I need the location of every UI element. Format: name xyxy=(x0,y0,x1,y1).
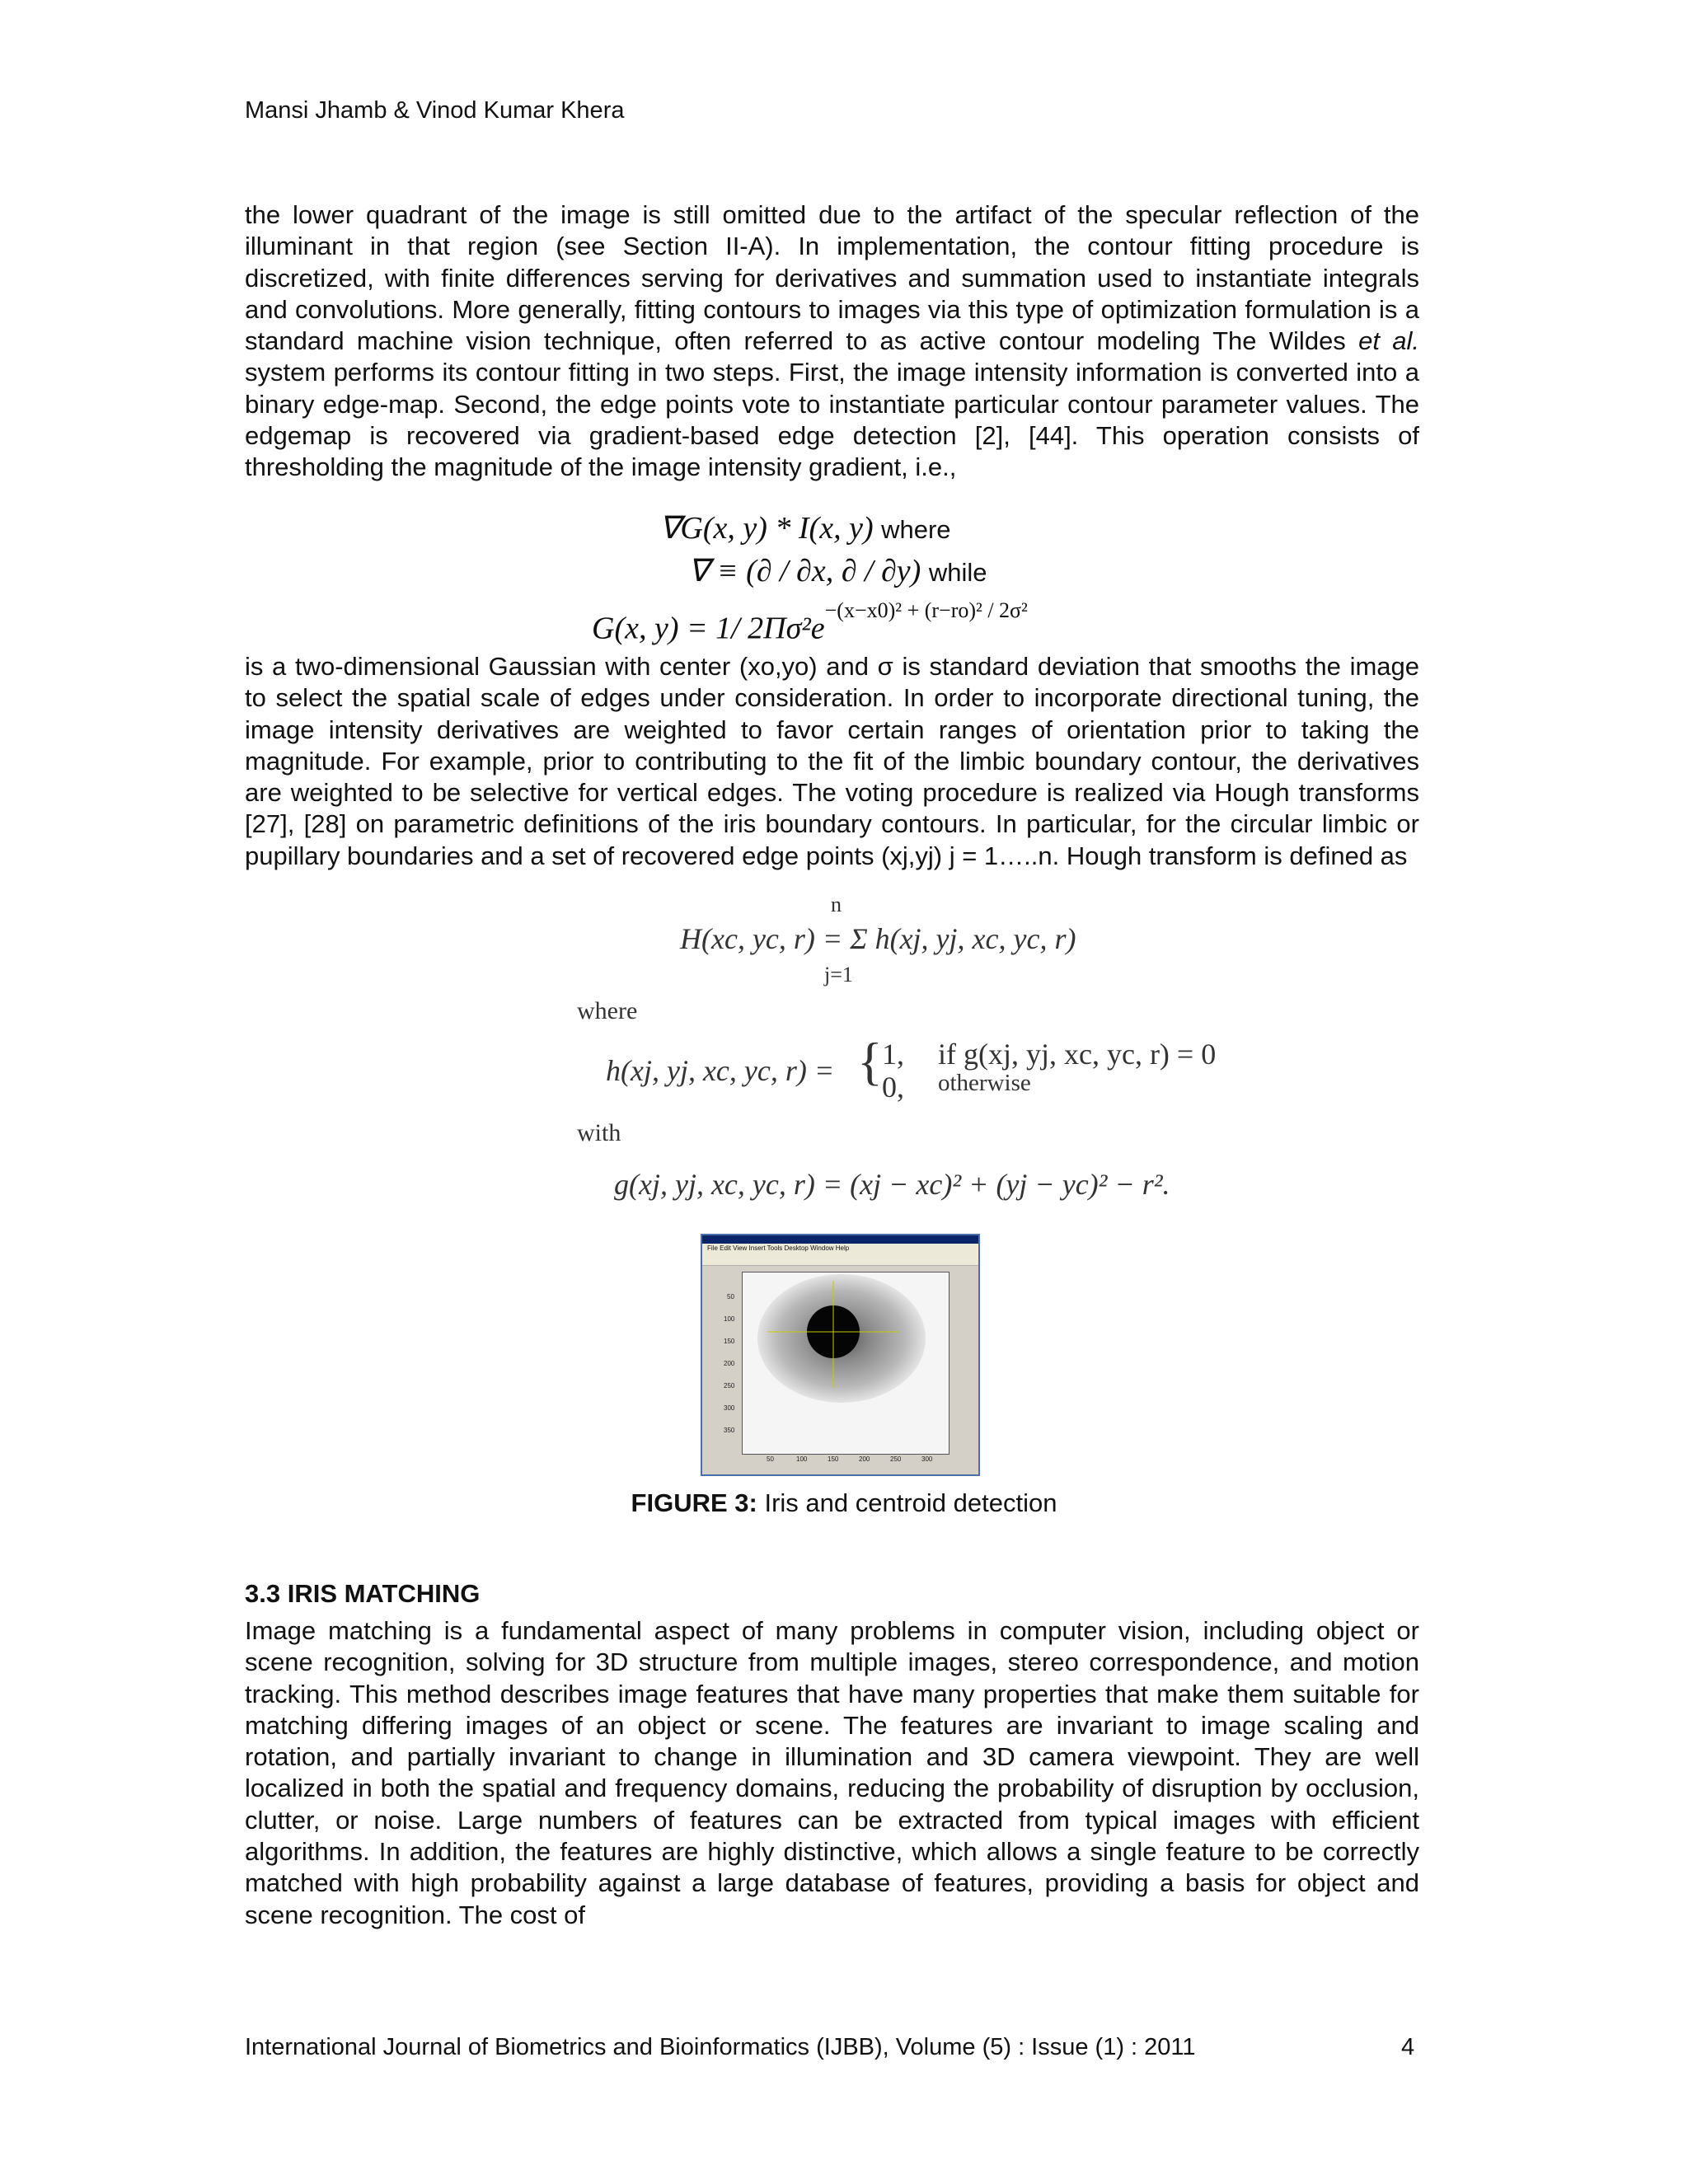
journal-footer: International Journal of Biometrics and Bioinformatics (IJBB), Volume (5) : Issue (1) : 2011 xyxy=(245,2034,1196,2060)
equation-g xyxy=(614,1167,1170,1202)
equation-word: while xyxy=(928,558,987,587)
case-condition-1: if g(xj, yj, xc, yc, r) = 0 xyxy=(938,1038,1217,1071)
case-condition-2: otherwise xyxy=(938,1070,1031,1096)
iris-image xyxy=(743,1272,949,1454)
equation-gaussian xyxy=(592,598,1028,647)
body-paragraph xyxy=(245,651,1419,872)
window-toolbar xyxy=(702,1254,978,1266)
figure-iris-window xyxy=(701,1234,980,1476)
equation-text: G(x, y) = 1/ 2Πσ²e xyxy=(592,611,825,646)
body-paragraph xyxy=(245,199,1419,484)
case-value-2: 0, xyxy=(882,1071,904,1104)
y-tick-label: 100 xyxy=(724,1315,735,1323)
caption-text: Iris and centroid detection xyxy=(757,1488,1057,1517)
page-number: 4 xyxy=(1401,2034,1415,2060)
y-tick-label: 200 xyxy=(724,1360,735,1367)
paragraph-text: the lower quadrant of the image is still omitted due to the artifact of the specular reflection of the illuminant in that region (see Section II-A). In implementation, the contour fitting procedure is discretized, with finite differences serving for derivatives and summation used to instantiate integrals and convolutions. More generally, fitting contours to images via this type of optimization formulation is a standard machine vision technique, often referred to as active contour modeling The Wildes xyxy=(245,200,1419,356)
sum-lower-limit: j=1 xyxy=(824,963,853,987)
figure-caption xyxy=(0,1488,1688,1518)
with-label: with xyxy=(577,1119,621,1146)
paragraph-text: is a two-dimensional Gaussian with center (xo,yo) and σ is standard deviation that smooths the image to select the spatial scale of edges under consideration. In order to incorporate directional tuning, the image intensity derivatives are weighted to favor certain ranges of orientation prior to taking the magnitude. For example, prior to contributing to the fit of the limbic boundary contour, the derivatives are weighted to be selective for vertical edges. The voting procedure is realized via Hough transforms [27], [28] on parametric definitions of the iris boundary contours. In particular, for the circular limbic or pupillary boundaries and a set of recovered edge points (xj,yj) j = 1…..n. Hough transform is defined as xyxy=(245,652,1419,870)
x-tick-label: 300 xyxy=(921,1455,933,1463)
where-label: where xyxy=(577,997,638,1024)
equation-text: ∇ ≡ (∂ / ∂x, ∂ / ∂y) xyxy=(688,554,921,588)
equation-text: H(xc, yc, r) = Σ h(xj, yj, xc, yc, r) xyxy=(680,922,1076,955)
x-tick-label: 200 xyxy=(859,1455,870,1463)
caption-label: FIGURE 3: xyxy=(631,1488,757,1517)
y-tick-label: 350 xyxy=(724,1427,735,1434)
equation-h xyxy=(606,1053,834,1088)
equation-gradient xyxy=(659,509,951,546)
x-tick-label: 250 xyxy=(890,1455,902,1463)
window-titlebar xyxy=(702,1235,978,1244)
equation-text: h(xj, yj, xc, yc, r) = xyxy=(606,1054,835,1087)
iris-plot-area xyxy=(742,1272,950,1455)
paragraph-text: system performs its contour fitting in two steps. First, the image intensity information is converted into a binary edge-map. Second, the edge points vote to instantiate particular contour parameter values. The edgemap is recovered via gradient-based edge detection [2], [44]. This operation consists of thresholding the magnitude of the image intensity gradient, i.e., xyxy=(245,358,1419,482)
emphasis-text: et al. xyxy=(1358,326,1419,356)
x-tick-label: 150 xyxy=(828,1455,839,1463)
equation-hough xyxy=(680,921,1076,956)
x-tick-label: 100 xyxy=(796,1455,808,1463)
brace: { xyxy=(857,1032,883,1090)
y-tick-label: 50 xyxy=(727,1293,734,1301)
y-tick-label: 300 xyxy=(724,1404,735,1412)
window-menubar: File Edit View Insert Tools Desktop Window Help xyxy=(702,1244,978,1254)
equation-text: ∇G(x, y) * I(x, y) xyxy=(659,511,874,546)
equation-nabla xyxy=(688,552,987,589)
y-tick-label: 150 xyxy=(724,1338,735,1345)
sum-upper-limit: n xyxy=(831,893,842,916)
running-head: Mansi Jhamb & Vinod Kumar Khera xyxy=(245,97,625,124)
section-heading: 3.3 IRIS MATCHING xyxy=(245,1579,481,1608)
equation-exponent: −(x−x0)² + (r−ro)² / 2σ² xyxy=(824,598,1028,622)
body-paragraph xyxy=(245,1615,1419,1931)
x-tick-label: 50 xyxy=(767,1455,774,1463)
y-tick-label: 250 xyxy=(724,1382,735,1390)
equation-word: where xyxy=(881,515,951,544)
paragraph-text: Image matching is a fundamental aspect of many problems in computer vision, including object or scene recognition, solving for 3D structure from multiple images, stereo correspondence, and motion tracking. This method describes image features that have many properties that make them suitable for matching differing images of an object or scene. The features are invariant to image scaling and rotation, and partially invariant to change in illumination and 3D camera viewpoint. They are well localized in both the spatial and frequency domains, reducing the probability of disruption by occlusion, clutter, or noise. Large numbers of features can be extracted from typical images with efficient algorithms. In addition, the features are highly distinctive, which allows a single feature to be correctly matched with high probability against a large database of features, providing a basis for object and scene recognition. The cost of xyxy=(245,1616,1419,1929)
case-value-1: 1, xyxy=(882,1038,904,1071)
equation-text: g(xj, yj, xc, yc, r) = (xj − xc)² + (yj − yc)² − r². xyxy=(614,1168,1170,1201)
